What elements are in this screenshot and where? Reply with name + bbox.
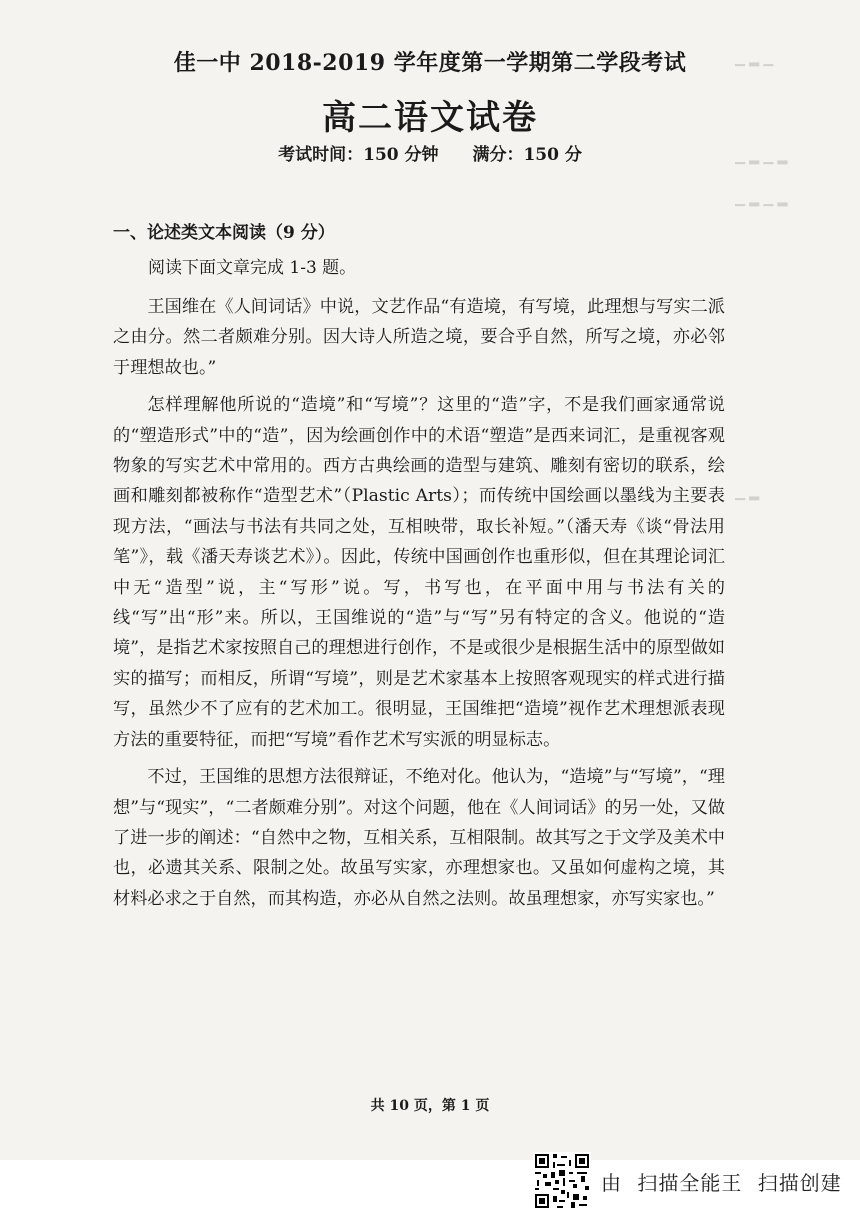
article-paragraph: 怎样理解他所说的“造境”和“写境”？这里的“造”字，不是我们画家通常说的“塑造形式”中的“造”，因为绘画创作中的术语“塑造”是西来词汇，是重视客观物象的写实艺术中常用的。西方古典绘画的造型与建筑、雕刻有密切的联系，绘画和雕刻都被称作“造型艺术”（Plastic Arts）；而传统中国绘画以墨线为主要表现方法，“画法与书法有共同之处，互相映带，取长补短。”（潘天寿《谈“骨法用笔”》，载《潘天寿谈艺术》）。因此，传统中国画创作也重形似，但在其理论词汇中无“造型”说，主“写形”说。写，书写也，在平面中用与书法有关的线“写”出“形”来。所以，王国维说的“造”与“写”另有特定的含义。他说的“造境”，是指艺术家按照自己的理想进行创作，不是或很少是根据生活中的原型做如实的描写；而相反，所谓“写境”，则是艺术家基本上按照客观现实的样式进行描写，虽然少不了应有的艺术加工。很明显，王国维把“造境”视作艺术理想派表现方法的重要特征，而把“写境”看作艺术写实派的明显标志。 bbox=[113, 395, 725, 750]
exam-full-score: 满分：150 分 bbox=[472, 145, 582, 165]
article-paragraph: 不过，王国维的思想方法很辩证，不绝对化。他认为，“造境”与“写境”，“理想”与“现实”，“二者颇难分别”。对这个问题，他在《人间词话》的另一处，又做了进一步的阐述：“自然中之物，互相关系，互相限制。故其写之于文学及美术中也，必遗其关系、限制之处。故虽写实家，亦理想家也。又虽如何虚构之境，其材料必求之于自然，而其构造，亦必从自然之法则。故虽理想家，亦写实家也。” bbox=[113, 767, 725, 909]
exam-title: 佳一中 2018-2019 学年度第一学期第二学段考试 bbox=[173, 50, 687, 76]
exam-info bbox=[0, 140, 860, 165]
scanner-watermark bbox=[533, 1151, 850, 1211]
exam-time: 考试时间：150 分钟 bbox=[278, 145, 439, 165]
subject-title: 高二语文试卷 bbox=[322, 98, 538, 138]
watermark-prefix: 由 bbox=[601, 1170, 622, 1195]
bleed-through-mark: ▁ ▂ ▁ ▂ bbox=[735, 192, 788, 207]
section-heading: 一、论述类文本阅读（9 分） bbox=[113, 223, 335, 243]
reading-instruction: 阅读下面文章完成 1-3 题。 bbox=[148, 258, 357, 278]
bleed-through-mark: ▁ ▂ ▁ ▂ bbox=[735, 150, 788, 165]
bleed-through-mark: ▁ ▂ bbox=[735, 486, 760, 501]
watermark-text bbox=[601, 1167, 850, 1196]
page-number: 共 10 页，第 1 页 bbox=[370, 1098, 490, 1114]
article-paragraph: 王国维在《人间词话》中说，文艺作品“有造境，有写境，此理想与写实二派之由分。然二者颇难分别。因大诗人所造之境，要合乎自然，所写之境，亦必邻于理想故也。” bbox=[113, 297, 725, 378]
watermark-suffix: 扫描创建 bbox=[757, 1170, 842, 1195]
bleed-through-mark: ▁ ▂ ▁ bbox=[735, 52, 774, 67]
qr-code-icon bbox=[533, 1152, 591, 1210]
watermark-app-name: 扫描全能王 bbox=[637, 1170, 743, 1195]
article-body bbox=[113, 292, 725, 921]
